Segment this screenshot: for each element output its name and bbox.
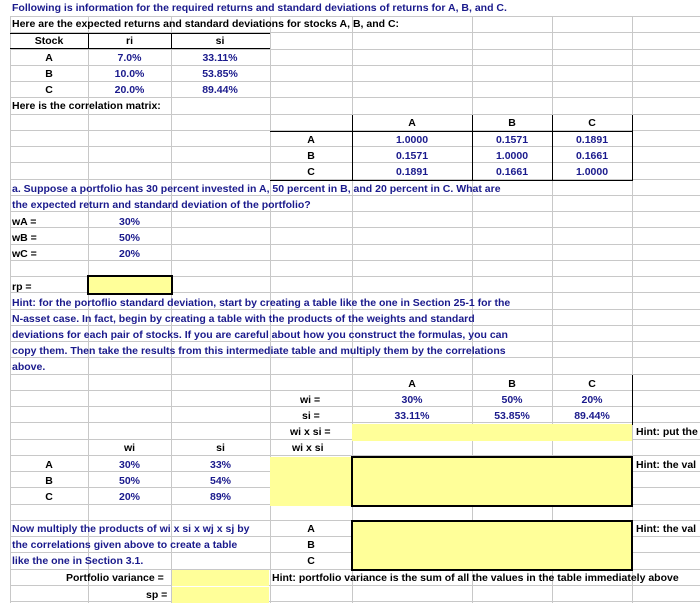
stock-header: Stock (34, 35, 64, 47)
si-row-value: 53.85% (494, 410, 530, 422)
stock-si-value: 53.85% (202, 68, 238, 80)
weight-value: 50% (118, 232, 140, 244)
hint-line: above. (12, 361, 46, 373)
stock-label: B (45, 68, 53, 80)
corr-col-header: C (588, 117, 596, 129)
product-col-header: A (408, 378, 416, 390)
left-si-header: si (216, 442, 225, 454)
sp-label: sp = (146, 589, 168, 601)
wi-row-value: 50% (501, 394, 523, 406)
hint-line: deviations for each pair of stocks. If you are careful about how you construct the formulas, you can (12, 329, 508, 341)
product-matrix-border (351, 456, 633, 507)
stock-si-value: 33.11% (202, 52, 238, 64)
weight-value: 20% (118, 248, 140, 260)
product-col-header: C (588, 378, 596, 390)
left-si-value: 89% (209, 491, 231, 503)
corr-value: 0.1891 (395, 166, 429, 178)
final-row-label: C (307, 555, 315, 567)
stock-si-value: 89.44% (202, 84, 238, 96)
product-table-right-border (632, 375, 633, 425)
left-row-label: B (45, 475, 53, 487)
corr-col-header: B (508, 117, 516, 129)
wisi-row-label: wi x si = (290, 426, 331, 438)
stock-table-header-bottom (10, 48, 270, 49)
portfolio-variance-label: Portfolio variance = (66, 572, 164, 584)
corr-col-header: A (408, 117, 416, 129)
left-wi-value: 20% (118, 491, 140, 503)
wi-row-value: 30% (401, 394, 423, 406)
hint-line: N-asset case. In fact, begin by creating a table with the products of the weights and standard (12, 313, 475, 325)
rp-label: rp = (12, 281, 32, 293)
hint-line: copy them. Then take the results from this intermediate table and multiply them by the correlations (12, 345, 506, 357)
final-row-label: B (307, 539, 315, 551)
si-header: si (215, 35, 225, 47)
si-row-value: 89.44% (574, 410, 610, 422)
corr-row-label: C (307, 166, 315, 178)
question-a-line1: a. Suppose a portfolio has 30 percent invested in A, 50 percent in B, and 20 percent in C. What are (12, 183, 501, 195)
stock-ri-value: 20.0% (114, 84, 145, 96)
weight-label: wB = (12, 232, 37, 244)
wisi-row-cells[interactable] (352, 424, 632, 441)
final-row-label: A (307, 523, 315, 535)
weight-value: 30% (118, 216, 140, 228)
correlation-product-border (351, 520, 633, 571)
corr-row-label: B (307, 150, 315, 162)
multiply-line: like the one in Section 3.1. (12, 555, 144, 567)
hint-val-1: Hint: the val (636, 459, 697, 471)
sp-cell[interactable] (172, 587, 269, 603)
corr-matrix-bottom-border (270, 180, 633, 181)
ri-header: ri (125, 35, 133, 47)
corr-value: 0.1571 (495, 134, 529, 146)
weight-label: wC = (12, 248, 37, 260)
multiply-line: the correlations given above to create a table (12, 539, 238, 551)
portfolio-variance-cell[interactable] (172, 570, 269, 586)
stock-label: A (45, 52, 53, 64)
wi-row-label: wi = (300, 394, 321, 406)
left-row-label: C (45, 491, 53, 503)
corr-value: 1.0000 (395, 134, 429, 146)
left-si-value: 33% (209, 459, 231, 471)
question-a-line2: the expected return and standard deviation of the portfolio? (12, 199, 311, 211)
wisi-column-label: wi x si (292, 442, 324, 454)
hint-put: Hint: put the (636, 426, 698, 438)
corr-matrix-top-border (270, 131, 633, 132)
product-col-header: B (508, 378, 516, 390)
si-row-value: 33.11% (394, 410, 430, 422)
hint-val-2: Hint: the val (636, 523, 697, 535)
corr-value: 0.1891 (575, 134, 609, 146)
stock-ri-value: 7.0% (117, 52, 142, 64)
page-title: Following is information for the required returns and standard deviations of returns for A, B, and C. (12, 2, 507, 14)
intro-text: Here are the expected returns and standard deviations for stocks A, B, and C: (12, 18, 400, 30)
weight-label: wA = (12, 216, 37, 228)
stock-ri-value: 10.0% (114, 68, 145, 80)
left-wi-header: wi (123, 442, 136, 454)
variance-hint: Hint: portfolio variance is the sum of all the values in the table immediately above (272, 572, 679, 584)
rp-input-border (87, 275, 173, 295)
si-row-label: si = (302, 410, 320, 422)
corr-value: 0.1661 (575, 150, 609, 162)
corr-label: Here is the correlation matrix: (12, 100, 161, 112)
wi-row-value: 20% (581, 394, 603, 406)
corr-value: 0.1571 (395, 150, 429, 162)
corr-value: 1.0000 (495, 150, 529, 162)
corr-value: 1.0000 (575, 166, 609, 178)
left-si-value: 54% (209, 475, 231, 487)
wisi-column-cells[interactable] (270, 457, 353, 506)
corr-matrix-right-border (632, 115, 633, 181)
multiply-line: Now multiply the products of wi x si x wj x sj by (12, 523, 250, 535)
left-row-label: A (45, 459, 53, 471)
corr-row-label: A (307, 134, 315, 146)
hint-line: Hint: for the portoflio standard deviation, start by creating a table like the one in Section 25-1 for the (12, 297, 511, 309)
stock-label: C (45, 84, 53, 96)
left-wi-value: 30% (118, 459, 140, 471)
corr-value: 0.1661 (495, 166, 529, 178)
left-wi-value: 50% (118, 475, 140, 487)
